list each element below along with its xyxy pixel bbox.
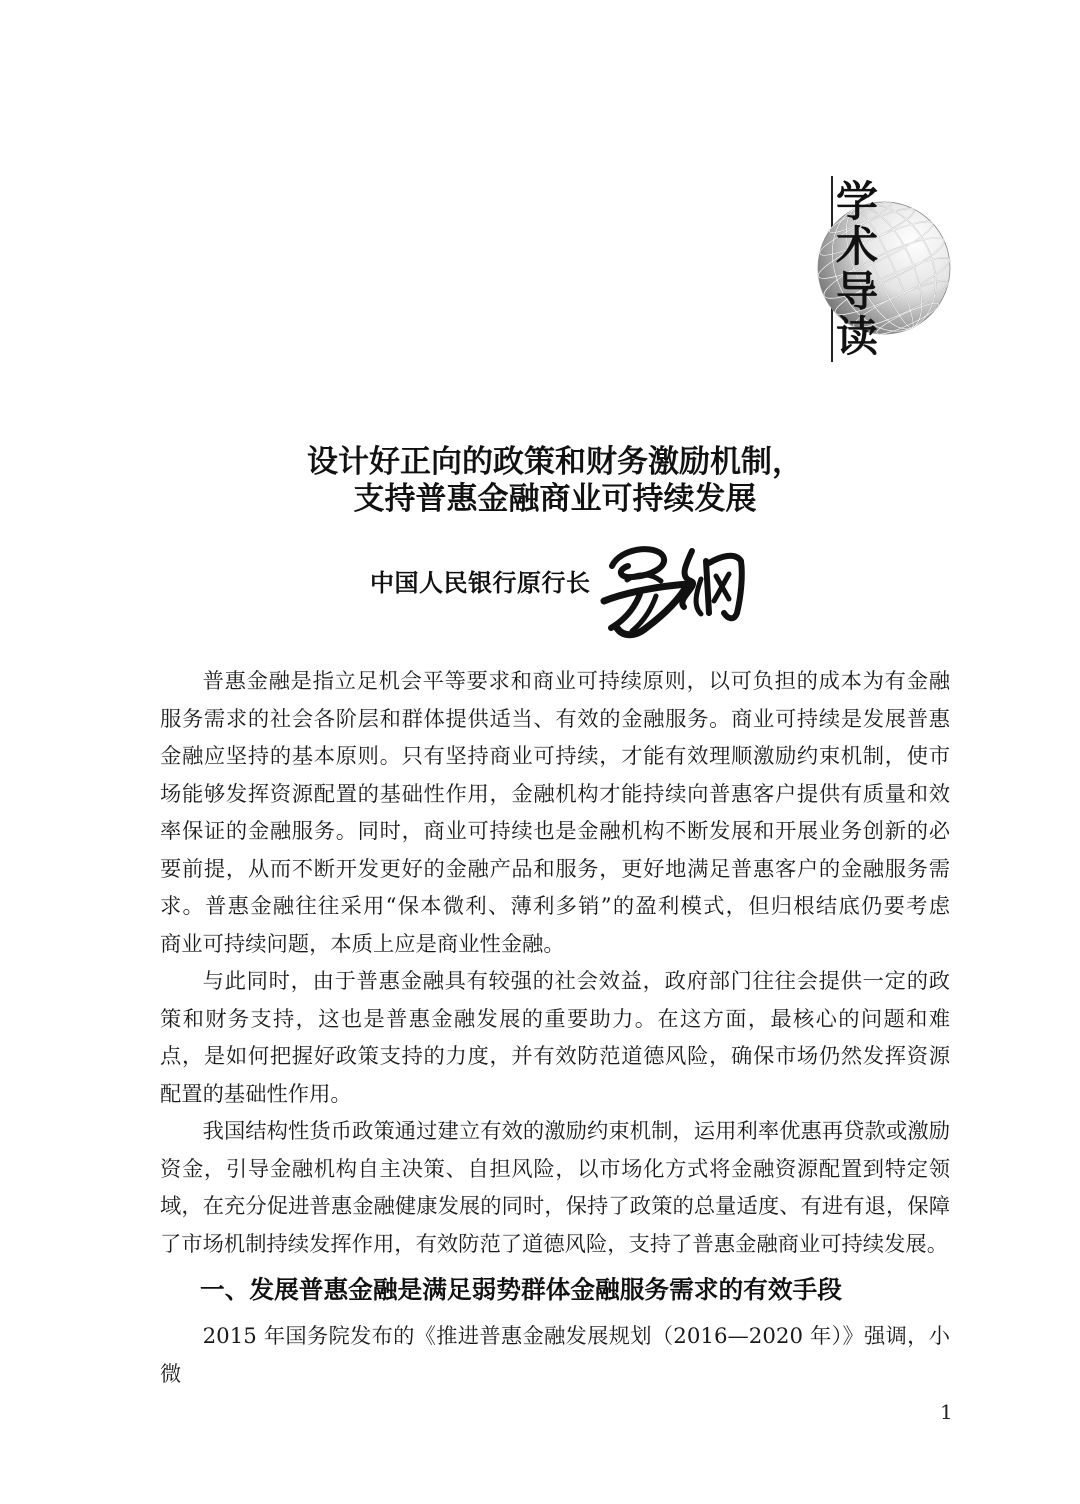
paragraph-line: 域，在充分促进普惠金融健康发展的同时，保持了政策的总量适度、有进有退，保障	[160, 1194, 950, 1219]
paragraph-line: 求。普惠金融往往采用“保本微利、薄利多销”的盈利模式，但归根结底仍要考虑	[160, 894, 950, 919]
paragraph-line: 普惠金融是指立足机会平等要求和商业可持续原则，以可负担的成本为有金融	[202, 669, 950, 694]
paragraph-line: 了市场机制持续发挥作用，有效防范了道德风险，支持了普惠金融商业可持续发展。	[160, 1231, 948, 1257]
paragraph-line: 率保证的金融服务。同时，商业可持续也是金融机构不断发展和开展业务创新的必	[160, 819, 950, 844]
section-heading: 一、发展普惠金融是满足弱势群体金融服务需求的有效手段	[200, 1275, 842, 1304]
author-signature	[596, 532, 752, 644]
author-affiliation: 中国人民银行原行长	[370, 569, 591, 597]
paragraph-line: 服务需求的社会各阶层和群体提供适当、有效的金融服务。商业可持续是发展普惠	[160, 706, 950, 732]
article-body	[160, 663, 950, 1263]
paragraph-line: 金融应坚持的基本原则。只有坚持商业可持续，才能有效理顺激励约束机制，使市	[160, 744, 950, 769]
paragraph-line: 配置的基础性作用。	[160, 1081, 352, 1107]
article-title	[160, 444, 950, 518]
badge-label: 学术导读	[835, 177, 878, 361]
page-number: 1	[940, 1400, 953, 1424]
paragraph-line: 商业可持续问题，本质上应是商业性金融。	[160, 931, 565, 957]
title-line: 设计好正向的政策和财务激励机制，	[307, 444, 803, 480]
globe-icon	[800, 170, 960, 370]
paragraph-line: 要前提，从而不断开发更好的金融产品和服务，更好地满足普惠客户的金融服务需	[160, 856, 950, 882]
paragraph-line: 我国结构性货币政策通过建立有效的激励约束机制，运用利率优惠再贷款或激励	[202, 1119, 950, 1144]
paragraph-line: 与此同时，由于普惠金融具有较强的社会效益，政府部门往往会提供一定的政	[202, 969, 950, 994]
paragraph-line: 资金，引导金融机构自主决策、自担风险，以市场化方式将金融资源配置到特定领	[160, 1156, 950, 1182]
title-line: 支持普惠金融商业可持续发展	[353, 481, 757, 517]
paragraph-line: 策和财务支持，这也是普惠金融发展的重要助力。在这方面，最核心的问题和难	[160, 1006, 950, 1032]
paragraph	[160, 963, 950, 1113]
section-body	[160, 1318, 950, 1387]
paragraph-line: 2015 年国务院发布的《推进普惠金融发展规划（2016—2020 年）》强调，小微	[160, 1324, 950, 1387]
paragraph	[160, 663, 950, 963]
paragraph	[160, 1318, 950, 1387]
paragraph	[160, 1113, 950, 1263]
paragraph-line: 场能够发挥资源配置的基础性作用，金融机构才能持续向普惠客户提供有质量和效	[160, 781, 950, 807]
paragraph-line: 点，是如何把握好政策支持的力度，并有效防范道德风险，确保市场仍然发挥资源	[160, 1044, 950, 1069]
